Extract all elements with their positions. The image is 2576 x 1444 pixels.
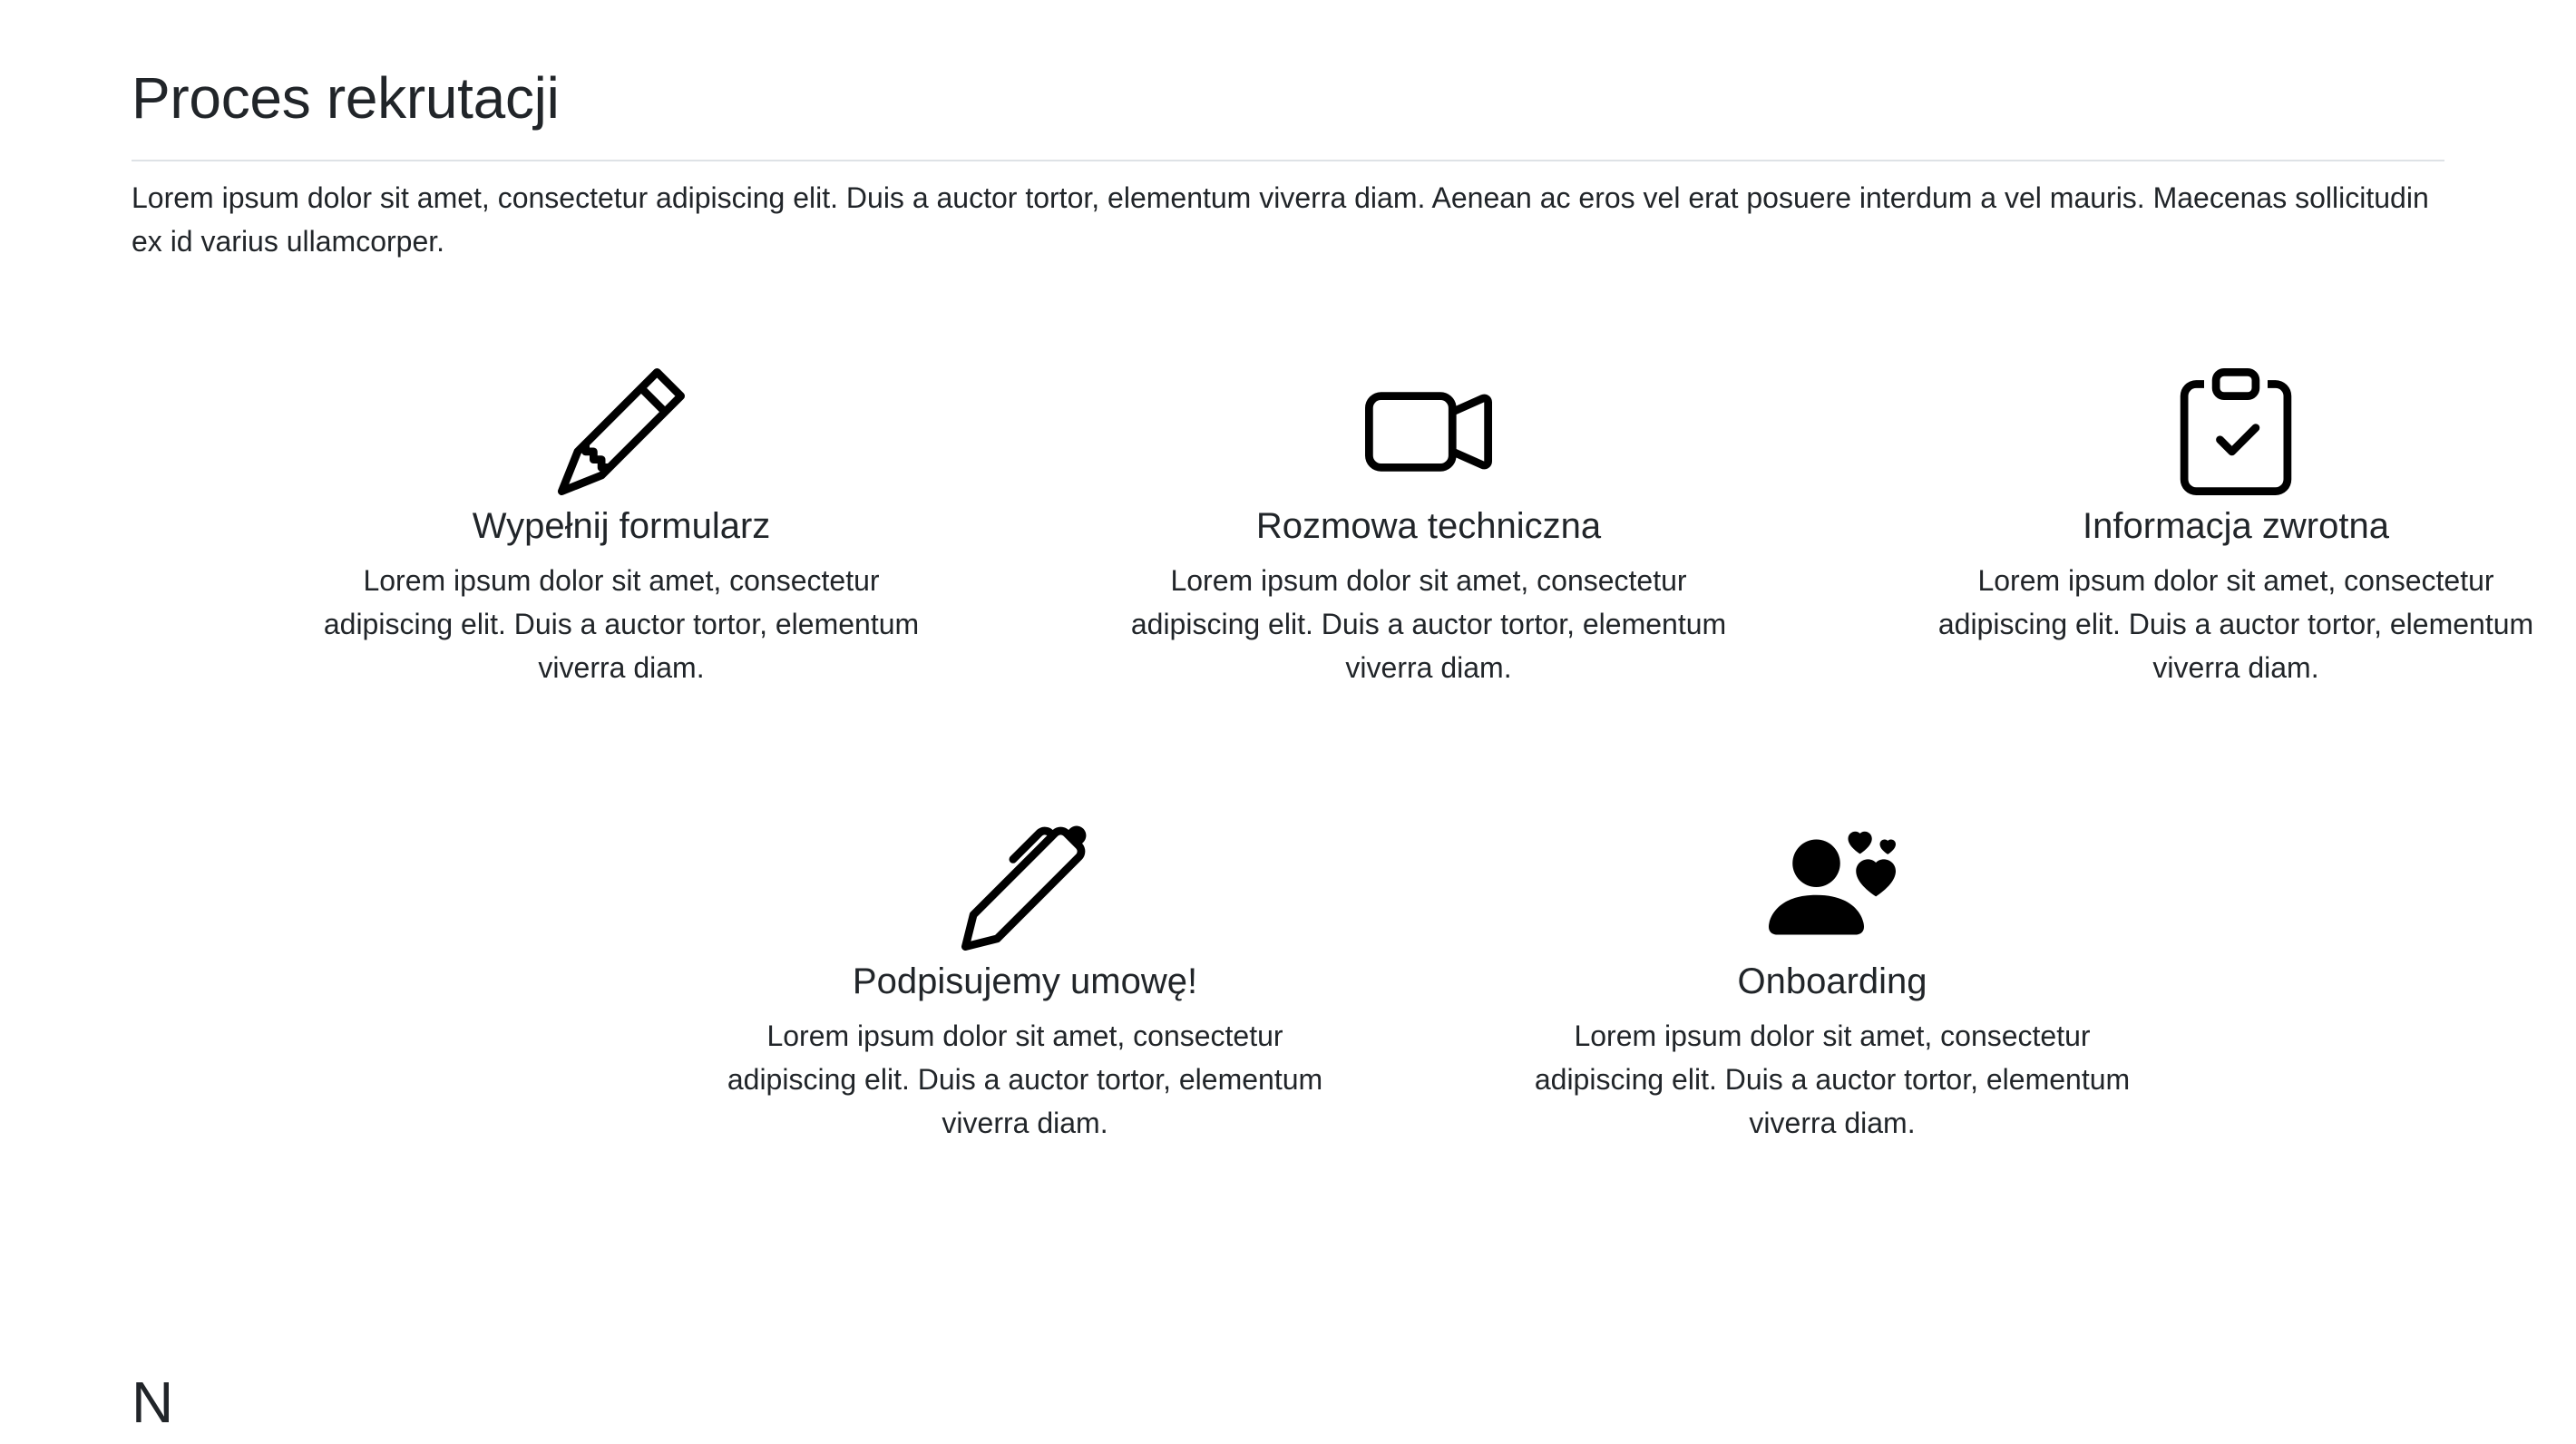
- person-hearts-icon: [1769, 824, 1896, 951]
- pencil-icon: [558, 368, 685, 495]
- section-lead: Lorem ipsum dolor sit amet, consectetur adipiscing elit. Duis a auctor tortor, elementum viverra diam. Aenean ac eros vel erat posuere interdum a vel mauris. Maecenas sollicitudin ex id varius ullamcorper.: [132, 181, 2429, 258]
- step-sign-contract: [707, 824, 1342, 1145]
- step-text: Lorem ipsum dolor sit amet, consectetur adipiscing elit. Duis a auctor tortor, elementum viverra diam.: [727, 1020, 1323, 1139]
- step-text: Lorem ipsum dolor sit amet, consectetur adipiscing elit. Duis a auctor tortor, elementum viverra diam.: [1937, 564, 2534, 684]
- step-text: Lorem ipsum dolor sit amet, consectetur adipiscing elit. Duis a auctor tortor, elementum viverra diam.: [1534, 1020, 2131, 1139]
- step-title: Rozmowa techniczna: [1255, 506, 1602, 546]
- next-section-title: N: [132, 1370, 174, 1435]
- pen-icon: [961, 824, 1088, 951]
- step-title: Onboarding: [1737, 961, 1927, 1001]
- step-text: Lorem ipsum dolor sit amet, consectetur adipiscing elit. Duis a auctor tortor, elementum viverra diam.: [323, 564, 920, 684]
- step-feedback: [1918, 368, 2553, 689]
- step-title: Podpisujemy umowę!: [852, 961, 1198, 1001]
- section-title: Proces rekrutacji: [132, 65, 560, 131]
- step-onboarding: [1515, 824, 2150, 1145]
- step-title: Informacja zwrotna: [2083, 506, 2389, 546]
- step-text: Lorem ipsum dolor sit amet, consectetur adipiscing elit. Duis a auctor tortor, elementum viverra diam.: [1130, 564, 1727, 684]
- title-divider: [132, 160, 2444, 161]
- camera-video-icon: [1365, 368, 1492, 495]
- step-technical-interview: [1111, 368, 1746, 689]
- step-title: Wypełnij formularz: [472, 506, 771, 546]
- clipboard-check-icon: [2172, 368, 2299, 495]
- step-fill-form: [304, 368, 939, 689]
